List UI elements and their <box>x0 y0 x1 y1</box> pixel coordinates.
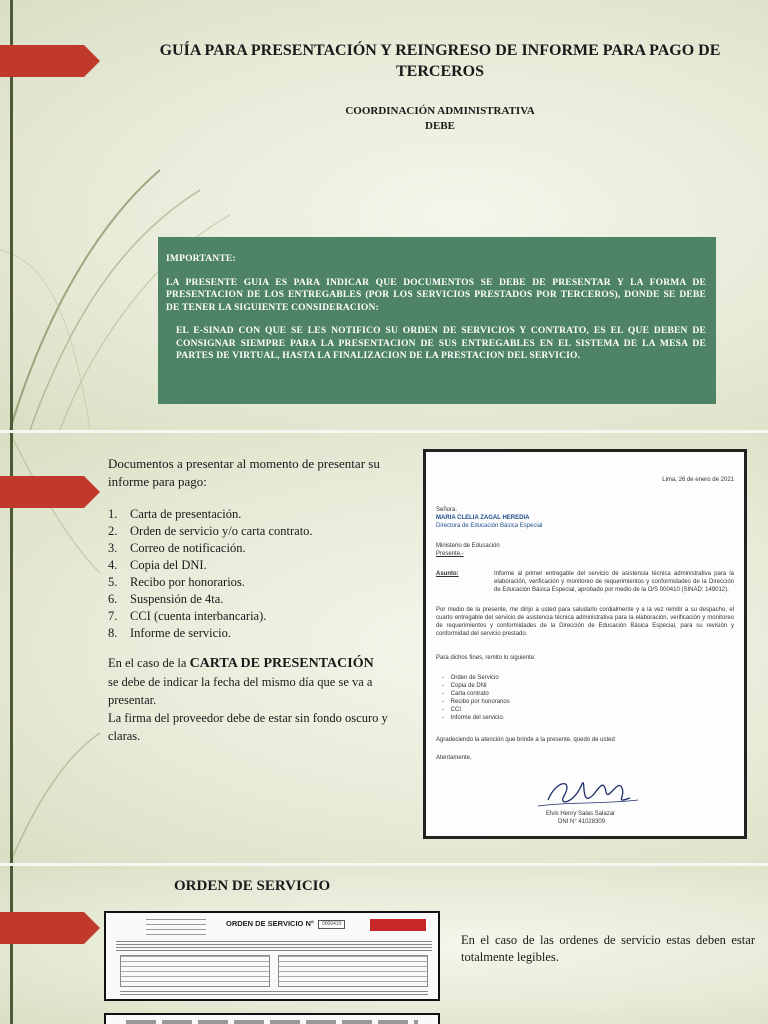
documents-list <box>108 506 413 642</box>
letter-ministry-name: Ministerio de Educación <box>436 543 500 549</box>
notice-heading: IMPORTANTE: <box>166 254 236 264</box>
presentation-letter-note <box>108 654 413 745</box>
service-order-caption: En el caso de las ordenes de servicio estas deben estar totalmente legibles. <box>461 933 755 964</box>
list-item <box>108 591 413 608</box>
arrow-marker <box>0 912 100 944</box>
item-text: Carta de presentación. <box>130 507 242 521</box>
section-title: ORDEN DE SERVICIO <box>174 878 331 894</box>
signature-note: La firma del proveedor debe de estar sin fondo oscuro y claras. <box>108 711 388 743</box>
form-footer-lines <box>120 991 428 997</box>
slide-service-order <box>0 866 768 1024</box>
arrow-marker <box>0 476 100 508</box>
item-number: 5. <box>108 575 118 589</box>
item-number: 7. <box>108 609 118 623</box>
attachment-item: - CCI <box>442 707 462 713</box>
important-notice-box <box>158 237 716 404</box>
subtitle-line-1: COORDINACIÓN ADMINISTRATIVA <box>345 105 535 117</box>
letter-signer-name: Elvis Henry Salas Salazar <box>546 811 616 817</box>
item-text: Correo de notificación. <box>130 541 246 555</box>
item-text: Orden de servicio y/o carta contrato. <box>130 524 313 538</box>
list-item <box>108 506 413 523</box>
service-order-image <box>104 911 440 1001</box>
letter-remit: Para dichos fines, remito lo siguiente: <box>436 655 536 661</box>
documents-intro: Documentos a presentar al momento de presentar su informe para pago: <box>108 456 380 489</box>
letter-ministry <box>436 542 734 558</box>
list-item <box>108 574 413 591</box>
item-text: Copia del DNI. <box>130 558 207 572</box>
logo-block <box>370 919 426 931</box>
letter-closing: Atentamente, <box>436 755 472 761</box>
header-text-lines <box>146 919 206 935</box>
item-number: 1. <box>108 507 118 521</box>
list-item <box>108 625 413 642</box>
subtitle <box>120 104 760 134</box>
letter-signer-dni: DNI N° 41028309 <box>558 819 606 825</box>
slide-guide-title <box>0 0 768 430</box>
item-number: 6. <box>108 592 118 606</box>
os-header-label: ORDEN DE SERVICIO N° <box>226 919 314 928</box>
form-lines <box>116 941 432 951</box>
letter-salutation: Señora. <box>436 507 458 513</box>
note-bold: CARTA DE PRESENTACIÓN <box>189 656 374 671</box>
attachment-item: - Informe del servicio. <box>442 715 505 721</box>
letter-signer <box>546 810 734 826</box>
slide-documents-list <box>0 433 768 863</box>
subtitle-line-2: DEBE <box>425 120 455 132</box>
letter-subject-label: Asunto: <box>436 571 459 577</box>
letter-date: Lima, 26 de enero de 2021 <box>662 477 734 483</box>
list-item <box>108 523 413 540</box>
item-number: 3. <box>108 541 118 555</box>
letter-subject-text: Informe al primer entregable del servicio de asistencia técnica administrativa para la elaboración, verificación y monitoreo de requerimientos y conformidades de la Dirección de Educación Básica Especial, aprobado por medio de la O/S 000410 (SINAD: 149012). <box>494 571 734 593</box>
list-item <box>108 608 413 625</box>
item-number: 4. <box>108 558 118 572</box>
letter-recipient <box>436 506 734 530</box>
letter-body: Por medio de la presente, me dirijo a usted para saludarlo cordialmente y a la vez remitir a su despacho, el cuarto entregable del servicio de asistencia técnica administrativa para la elaboración, verificación y monitoreo de requerimientos y conformidades de la Dirección de Educación Básica Especial, para su revisión y conformidad del servicio prestado. <box>436 607 734 637</box>
attachment-item: - Carta contrato <box>442 691 489 697</box>
form-box-left <box>120 955 270 987</box>
attachment-item: - Copia de DNI <box>442 683 487 689</box>
item-text: Informe de servicio. <box>130 626 232 640</box>
vertical-rule <box>10 866 13 1024</box>
notice-paragraph-2: EL E-SINAD CON QUE SE LES NOTIFICO SU ORDEN DE SERVICIOS Y CONTRATO, ES EL QUE DEBEN DE CONSIGNAR SIEMPRE PARA LA PRESENTACION DE SUS ENTREGABLES EN EL SISTEMA DE LA MESA DE PARTES DE VIRTUAL, HASTA LA FINALIZACION DE LA PRESTACION DEL SERVICIO. <box>176 326 706 361</box>
letter-attachments <box>436 674 734 722</box>
item-text: Recibo por honorarios. <box>130 575 245 589</box>
letter-subject <box>436 570 734 594</box>
os-number: 0000410 <box>318 920 345 929</box>
attachment-item: - Recibo por honorarios <box>442 699 510 705</box>
sample-letter-image <box>423 449 747 839</box>
item-text: Suspensión de 4ta. <box>130 592 224 606</box>
attachment-item: - Orden de Servicio <box>442 675 499 681</box>
item-text: CCI (cuenta interbancaria). <box>130 609 267 623</box>
item-number: 8. <box>108 626 118 640</box>
notice-paragraph-1: LA PRESENTE GUIA ES PARA INDICAR QUE DOCUMENTOS SE DEBE DE PRESENTAR Y LA FORMA DE PRESENTACION DE LOS ENTREGABLES (POR LOS SERVICIOS PRESTADOS POR TERCEROS), DONDE SE DEBE DE TENER LA SIGUIENTE CONSIDERACION: <box>166 277 706 313</box>
list-item <box>108 540 413 557</box>
note-prefix: En el caso de la <box>108 656 190 670</box>
page-title: GUÍA PARA PRESENTACIÓN Y REINGRESO DE INFORME PARA PAGO DE TERCEROS <box>159 42 721 80</box>
letter-recipient-role: Directora de Educación Básica Especial <box>436 523 543 529</box>
documents-section <box>108 455 413 745</box>
form-box-right <box>278 955 428 987</box>
arrow-marker <box>0 45 100 77</box>
item-number: 2. <box>108 524 118 538</box>
letter-recipient-name: MARIA CLELIA ZAGAL HEREDIA <box>436 515 530 521</box>
list-item <box>108 557 413 574</box>
note-rest: se debe de indicar la fecha del mismo día que se va a presentar. <box>108 675 373 707</box>
letter-thanks: Agradeciendo la atención que brinde a la presente, quedo de usted <box>436 737 615 743</box>
service-order-image-2 <box>104 1013 440 1024</box>
letter-present: Presente.- <box>436 551 464 557</box>
